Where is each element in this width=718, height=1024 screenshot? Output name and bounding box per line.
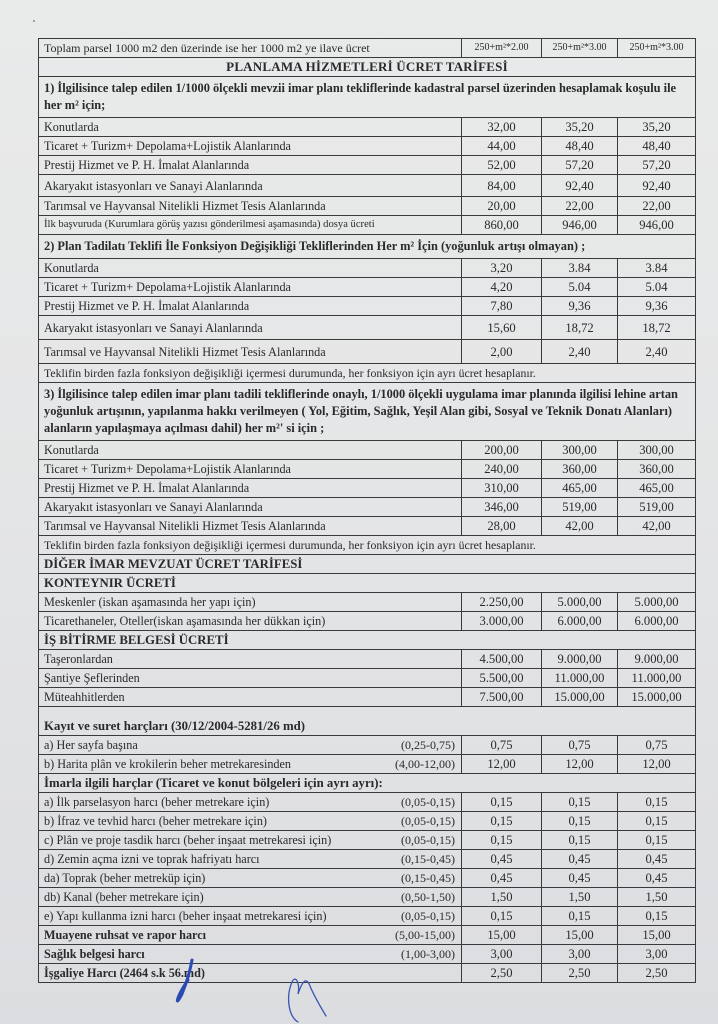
row-label: Tarımsal ve Hayvansal Nitelikli Hizmet Tesis Alanlarında — [39, 197, 462, 216]
row-label: Sağlık belgesi harcı — [39, 945, 382, 964]
section-2-title: 2) Plan Tadilatı Teklifi İle Fonksiyon Değişikliği Tekliflerinden Her m² İçin (yoğunluk artışı olmayan) ; — [39, 235, 696, 259]
value-cell: 57,20 — [618, 156, 696, 175]
value-cell: 250+m²*3.00 — [542, 39, 618, 58]
table-row — [39, 441, 696, 460]
value-cell: 0,15 — [462, 907, 542, 926]
table-row — [39, 964, 696, 983]
table-row — [39, 755, 696, 774]
fee-tariff-document — [38, 38, 695, 983]
table-row — [39, 945, 696, 964]
table-row — [39, 316, 696, 340]
zoning-fees-title: İmarla ilgili harçlar (Ticaret ve konut bölgeleri için ayrı ayrı): — [39, 774, 696, 793]
value-cell: 32,00 — [462, 118, 542, 137]
value-cell: 0,15 — [542, 812, 618, 831]
row-label: b) İfraz ve tevhid harcı (beher metrekare için) — [39, 812, 382, 831]
value-cell: 12,00 — [542, 755, 618, 774]
value-cell: 9,36 — [542, 297, 618, 316]
fee-tariff-table — [38, 38, 696, 983]
row-label: Şantiye Şeflerinden — [39, 669, 462, 688]
value-cell: 3.84 — [542, 259, 618, 278]
row-label: Prestij Hizmet ve P. H. İmalat Alanlarında — [39, 297, 462, 316]
table-row — [39, 593, 696, 612]
value-cell: 84,00 — [462, 175, 542, 197]
table-row — [39, 216, 696, 235]
range-cell: (0,15-0,45) — [382, 869, 462, 888]
value-cell: 3,00 — [618, 945, 696, 964]
value-cell: 250+m²*3.00 — [618, 39, 696, 58]
value-cell: 3,00 — [462, 945, 542, 964]
value-cell: 2,40 — [618, 340, 696, 364]
row-label: Meskenler (iskan aşamasında her yapı için) — [39, 593, 462, 612]
value-cell: 5.04 — [542, 278, 618, 297]
table-row — [39, 650, 696, 669]
range-cell: (1,00-3,00) — [382, 945, 462, 964]
value-cell: 200,00 — [462, 441, 542, 460]
row-label: Ticaret + Turizm+ Depolama+Lojistik Alanlarında — [39, 278, 462, 297]
range-cell: (0,05-0,15) — [382, 831, 462, 850]
value-cell: 28,00 — [462, 517, 542, 536]
value-cell: 48,40 — [618, 137, 696, 156]
value-cell: 5.500,00 — [462, 669, 542, 688]
value-cell: 3.84 — [618, 259, 696, 278]
table-row — [39, 831, 696, 850]
table-row — [39, 888, 696, 907]
table-row — [39, 669, 696, 688]
value-cell: 2,40 — [542, 340, 618, 364]
value-cell: 15,00 — [542, 926, 618, 945]
row-label: da) Toprak (beher metreküp için) — [39, 869, 382, 888]
value-cell: 22,00 — [618, 197, 696, 216]
section-2-note: Teklifin birden fazla fonksiyon değişikliği içermesi durumunda, her fonksiyon için ayrı ücret hesaplanır. — [39, 364, 696, 383]
table-row — [39, 118, 696, 137]
value-cell: 0,15 — [618, 907, 696, 926]
value-cell: 18,72 — [542, 316, 618, 340]
section-3-note: Teklifin birden fazla fonksiyon değişikliği içermesi durumunda, her fonksiyon için ayrı ücret hesaplanır. — [39, 536, 696, 555]
value-cell: 250+m²*2.00 — [462, 39, 542, 58]
value-cell: 48,40 — [542, 137, 618, 156]
value-cell: 15.000,00 — [542, 688, 618, 707]
value-cell: 0,45 — [542, 850, 618, 869]
row-label: Konutlarda — [39, 441, 462, 460]
value-cell: 0,15 — [542, 907, 618, 926]
row-label: d) Zemin açma izni ve toprak hafriyatı harcı — [39, 850, 382, 869]
value-cell: 12,00 — [618, 755, 696, 774]
row-label: a) İlk parselasyon harcı (beher metrekare için) — [39, 793, 382, 812]
row-label: a) Her sayfa başına — [39, 736, 382, 755]
row-label: Tarımsal ve Hayvansal Nitelikli Hizmet Tesis Alanlarında — [39, 340, 462, 364]
value-cell: 35,20 — [542, 118, 618, 137]
scan-speck — [33, 20, 35, 22]
value-cell: 240,00 — [462, 460, 542, 479]
value-cell: 519,00 — [618, 498, 696, 517]
value-cell: 300,00 — [542, 441, 618, 460]
value-cell: 35,20 — [618, 118, 696, 137]
value-cell: 5.000,00 — [618, 593, 696, 612]
value-cell: 1,50 — [618, 888, 696, 907]
value-cell: 15.000,00 — [618, 688, 696, 707]
row-label: b) Harita plân ve krokilerin beher metrekaresinden — [39, 755, 382, 774]
value-cell: 92,40 — [618, 175, 696, 197]
range-cell: (0,05-0,15) — [382, 793, 462, 812]
table-row — [39, 793, 696, 812]
table-row — [39, 479, 696, 498]
value-cell: 12,00 — [462, 755, 542, 774]
table-row — [39, 869, 696, 888]
table-row — [39, 156, 696, 175]
value-cell: 310,00 — [462, 479, 542, 498]
value-cell: 1,50 — [542, 888, 618, 907]
value-cell: 92,40 — [542, 175, 618, 197]
completion-fee-title: İŞ BİTİRME BELGESİ ÜCRETİ — [39, 631, 696, 650]
value-cell: 3.000,00 — [462, 612, 542, 631]
table-row — [39, 736, 696, 755]
value-cell: 860,00 — [462, 216, 542, 235]
table-row — [39, 926, 696, 945]
range-cell: (5,00-15,00) — [382, 926, 462, 945]
value-cell: 0,15 — [462, 831, 542, 850]
value-cell: 52,00 — [462, 156, 542, 175]
value-cell: 5.04 — [618, 278, 696, 297]
row-label: Tarımsal ve Hayvansal Nitelikli Hizmet Tesis Alanlarında — [39, 517, 462, 536]
value-cell: 2,50 — [462, 964, 542, 983]
row-label: Ticarethaneler, Oteller(iskan aşamasında her dükkan için) — [39, 612, 462, 631]
range-cell: (0,05-0,15) — [382, 812, 462, 831]
table-row — [39, 612, 696, 631]
value-cell: 0,75 — [462, 736, 542, 755]
table-row — [39, 278, 696, 297]
value-cell: 15,00 — [462, 926, 542, 945]
table-row — [39, 688, 696, 707]
value-cell: 519,00 — [542, 498, 618, 517]
value-cell: 0,15 — [618, 831, 696, 850]
value-cell: 0,45 — [542, 869, 618, 888]
value-cell: 0,45 — [462, 869, 542, 888]
value-cell: 0,75 — [618, 736, 696, 755]
section-1-title: 1) İlgilisince talep edilen 1/1000 ölçekli mevzii imar planı tekliflerinde kadastral parsel üzerinden hesaplamak koşulu ile her m² için; — [39, 77, 696, 118]
table-row — [39, 39, 696, 58]
record-fees-title: Kayıt ve suret harçları (30/12/2004-5281/26 md) — [39, 707, 696, 736]
value-cell: 20,00 — [462, 197, 542, 216]
row-label: Prestij Hizmet ve P. H. İmalat Alanlarında — [39, 156, 462, 175]
range-cell: (4,00-12,00) — [382, 755, 462, 774]
value-cell: 42,00 — [542, 517, 618, 536]
value-cell: 11.000,00 — [618, 669, 696, 688]
value-cell: 946,00 — [618, 216, 696, 235]
value-cell: 22,00 — [542, 197, 618, 216]
value-cell: 9.000,00 — [618, 650, 696, 669]
value-cell: 0,15 — [618, 793, 696, 812]
row-label: İşgaliye Harcı (2464 s.k 56.md) — [39, 964, 382, 983]
other-tariff-title: DİĞER İMAR MEVZUAT ÜCRET TARİFESİ — [39, 555, 696, 574]
signature-1-icon — [170, 958, 210, 1008]
value-cell: 0,45 — [618, 850, 696, 869]
value-cell: 0,15 — [542, 831, 618, 850]
table-row — [39, 297, 696, 316]
value-cell: 57,20 — [542, 156, 618, 175]
value-cell: 2,50 — [542, 964, 618, 983]
range-cell: (0,25-0,75) — [382, 736, 462, 755]
value-cell: 946,00 — [542, 216, 618, 235]
value-cell: 2.250,00 — [462, 593, 542, 612]
value-cell: 6.000,00 — [542, 612, 618, 631]
range-cell: (0,50-1,50) — [382, 888, 462, 907]
table-row — [39, 850, 696, 869]
range-cell: (0,15-0,45) — [382, 850, 462, 869]
container-fee-title: KONTEYNIR ÜCRETİ — [39, 574, 696, 593]
table-row — [39, 259, 696, 278]
row-label: Akaryakıt istasyonları ve Sanayi Alanlarında — [39, 316, 462, 340]
row-label: Akaryakıt istasyonları ve Sanayi Alanlarında — [39, 175, 462, 197]
table-row — [39, 498, 696, 517]
value-cell: 5.000,00 — [542, 593, 618, 612]
value-cell: 360,00 — [618, 460, 696, 479]
value-cell: 7,80 — [462, 297, 542, 316]
table-row — [39, 137, 696, 156]
row-label: e) Yapı kullanma izni harcı (beher inşaat metrekaresi için) — [39, 907, 382, 926]
value-cell: 1,50 — [462, 888, 542, 907]
value-cell: 2,50 — [618, 964, 696, 983]
row-label: Konutlarda — [39, 118, 462, 137]
value-cell: 465,00 — [618, 479, 696, 498]
value-cell: 4.500,00 — [462, 650, 542, 669]
main-title: PLANLAMA HİZMETLERİ ÜCRET TARİFESİ — [39, 58, 696, 77]
value-cell: 9,36 — [618, 297, 696, 316]
value-cell: 0,15 — [542, 793, 618, 812]
row-label: Akaryakıt istasyonları ve Sanayi Alanlarında — [39, 498, 462, 517]
table-row — [39, 517, 696, 536]
value-cell: 0,15 — [462, 812, 542, 831]
row-label: Taşeronlardan — [39, 650, 462, 669]
value-cell: 9.000,00 — [542, 650, 618, 669]
table-row — [39, 907, 696, 926]
row-label: Muayene ruhsat ve rapor harcı — [39, 926, 382, 945]
value-cell: 0,75 — [542, 736, 618, 755]
row-label: Ticaret + Turizm+ Depolama+Lojistik Alanlarında — [39, 137, 462, 156]
value-cell: 465,00 — [542, 479, 618, 498]
row-label: db) Kanal (beher metrekare için) — [39, 888, 382, 907]
range-cell: (0,05-0,15) — [382, 907, 462, 926]
value-cell: 42,00 — [618, 517, 696, 536]
value-cell: 0,45 — [618, 869, 696, 888]
table-row — [39, 460, 696, 479]
value-cell: 6.000,00 — [618, 612, 696, 631]
table-row — [39, 812, 696, 831]
row-label: Prestij Hizmet ve P. H. İmalat Alanlarında — [39, 479, 462, 498]
value-cell: 15,00 — [618, 926, 696, 945]
value-cell: 300,00 — [618, 441, 696, 460]
value-cell: 15,60 — [462, 316, 542, 340]
table-row — [39, 175, 696, 197]
row-label: c) Plân ve proje tasdik harcı (beher inşaat metrekaresi için) — [39, 831, 382, 850]
value-cell: 18,72 — [618, 316, 696, 340]
value-cell: 7.500,00 — [462, 688, 542, 707]
value-cell: 346,00 — [462, 498, 542, 517]
value-cell: 2,00 — [462, 340, 542, 364]
section-3-title: 3) İlgilisince talep edilen imar planı tadili tekliflerinde onaylı, 1/1000 ölçekli uygulama imar planında ilgilisi lehine artan yoğunluk artışının, yapılanma hakkı verilmeyen ( Yol, Eğitim, Sağlık, Yeşil Alan gibi, Sosyal ve Teknik Donatı Alanları) alanların yapılaşmaya açılması dahil) her m²' si için ; — [39, 383, 696, 441]
row-label: Ticaret + Turizm+ Depolama+Lojistik Alanlarında — [39, 460, 462, 479]
value-cell: 360,00 — [542, 460, 618, 479]
value-cell: 11.000,00 — [542, 669, 618, 688]
row-label: Müteahhitlerden — [39, 688, 462, 707]
value-cell: 44,00 — [462, 137, 542, 156]
row-label: İlk başvuruda (Kurumlara görüş yazısı gönderilmesi aşamasında) dosya ücreti — [39, 216, 462, 235]
range-cell — [382, 964, 462, 983]
value-cell: 0,15 — [618, 812, 696, 831]
row-label: Konutlarda — [39, 259, 462, 278]
signature-2-icon — [280, 972, 330, 1024]
value-cell: 0,45 — [462, 850, 542, 869]
row-label: Toplam parsel 1000 m2 den üzerinde ise her 1000 m2 ye ilave ücret — [39, 39, 462, 58]
value-cell: 4,20 — [462, 278, 542, 297]
table-row — [39, 197, 696, 216]
table-row — [39, 340, 696, 364]
value-cell: 3,00 — [542, 945, 618, 964]
value-cell: 0,15 — [462, 793, 542, 812]
value-cell: 3,20 — [462, 259, 542, 278]
